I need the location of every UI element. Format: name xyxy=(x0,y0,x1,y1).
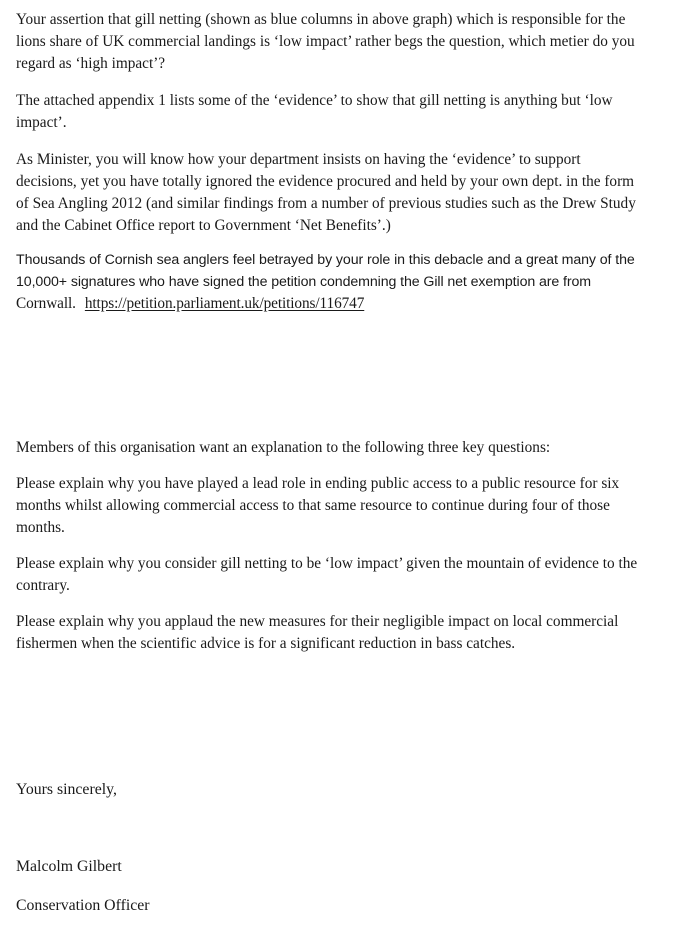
text-line: Thousands of Cornish sea anglers feel betrayed by your role in this debacle and a great many of the xyxy=(16,252,635,268)
text-line: The attached appendix 1 lists some of the ‘evidence’ to show that gill netting is anything but ‘low xyxy=(16,92,613,109)
text-line: lions share of UK commercial landings is ‘low impact’ rather begs the question, which metier do you xyxy=(16,33,635,50)
text-line: Please explain why you consider gill netting to be ‘low impact’ given the mountain of evidence to the xyxy=(16,555,638,572)
text-line: impact’. xyxy=(16,114,67,131)
text-line: Please explain why you applaud the new measures for their negligible impact on local commercial xyxy=(16,613,619,630)
text-line: Members of this organisation want an explanation to the following three key questions: xyxy=(16,439,551,456)
paragraph-key-questions-intro xyxy=(16,437,688,459)
text-line: As Minister, you will know how your department insists on having the ‘evidence’ to support xyxy=(16,151,581,168)
text-line: Your assertion that gill netting (shown as blue columns in above graph) which is responsible for the xyxy=(16,11,626,28)
paragraph-evidence xyxy=(16,149,688,237)
paragraph-appendix xyxy=(16,90,688,134)
text-line: months. xyxy=(16,519,65,536)
text-line: contrary. xyxy=(16,577,70,594)
text-line: of Sea Angling 2012 (and similar findings from a number of previous studies such as the Drew Study xyxy=(16,195,636,212)
signatory-title: Conservation Officer xyxy=(16,897,150,914)
paragraph-gill-netting-assertion xyxy=(16,9,688,75)
text-line-with-link xyxy=(16,293,688,315)
petition-link[interactable]: https://petition.parliament.uk/petitions/116747 xyxy=(84,295,365,312)
text-cornwall: Cornwall. xyxy=(16,295,76,312)
text-line: months whilst allowing commercial access to that same resource to continue during four of those xyxy=(16,497,610,514)
text-line: fishermen when the scientific advice is for a significant reduction in bass catches. xyxy=(16,635,516,652)
letter-page xyxy=(16,0,688,935)
signatory-name: Malcolm Gilbert xyxy=(16,858,122,875)
text-line: decisions, yet you have totally ignored the evidence procured and held by your own dept. in the form xyxy=(16,173,635,190)
closing: Yours sincerely, xyxy=(16,781,117,798)
text-line: and the Cabinet Office report to Government ‘Net Benefits’.) xyxy=(16,217,391,234)
text-line: Please explain why you have played a lead role in ending public access to a public resource for six xyxy=(16,475,620,492)
text-line: regard as ‘high impact’? xyxy=(16,55,166,72)
text-line: 10,000+ signatures who have signed the petition condemning the Gill net exemption are from xyxy=(16,274,592,290)
paragraph-cornish-anglers xyxy=(16,249,688,315)
paragraph-question-bass-catches xyxy=(16,611,688,655)
paragraph-question-low-impact xyxy=(16,553,688,597)
paragraph-question-public-access xyxy=(16,473,688,539)
